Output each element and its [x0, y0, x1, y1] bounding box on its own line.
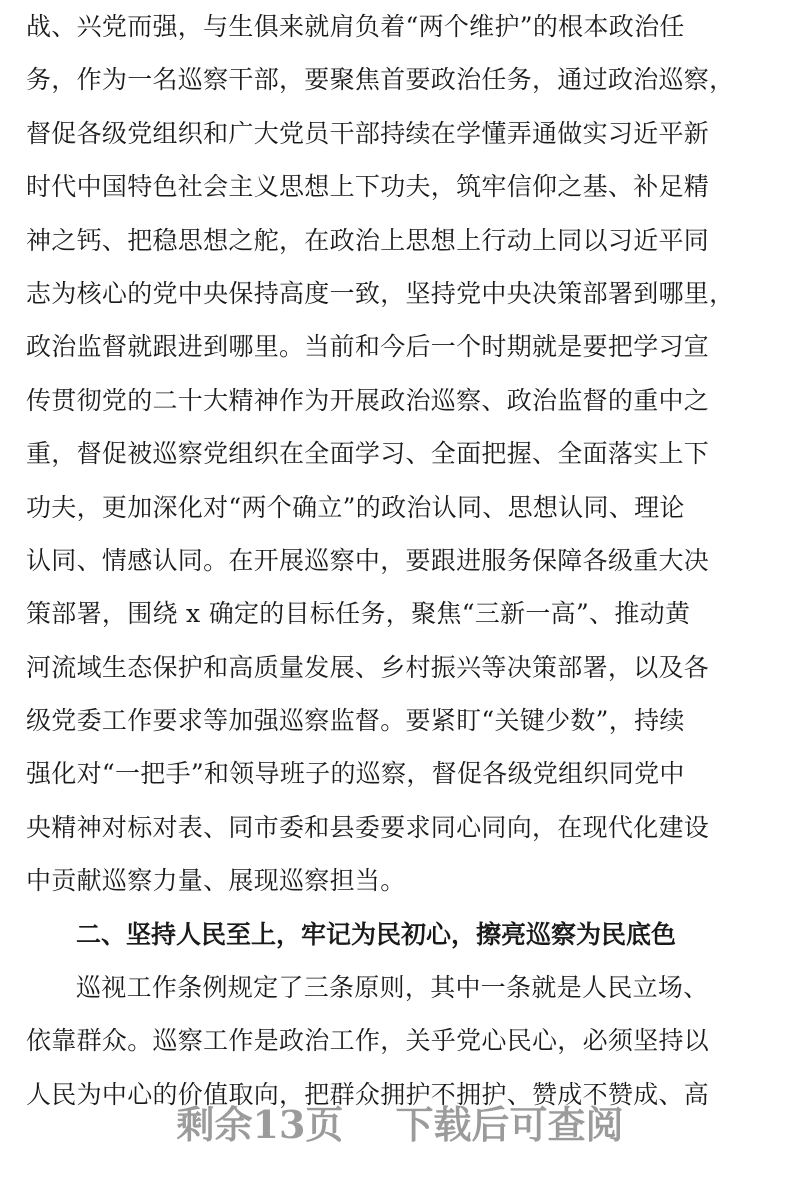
- body-line: 央精神对标对表、同市委和县委要求同心同向，在现代化建设: [26, 812, 710, 842]
- body-line: 策部署，围绕 x 确定的目标任务，聚焦“三新一高”、推动黄: [26, 599, 691, 629]
- section-heading: 二、坚持人民至上，牢记为民初心，擦亮巡察为民底色: [76, 919, 677, 949]
- body-line: 神之钙、把稳思想之舵，在政治上思想上行动上同以习近平同: [26, 225, 710, 255]
- document-body: [26, 0, 778, 1121]
- paragraph-line: 人民为中心的价值取向，把群众拥护不拥护、赞成不赞成、高: [26, 1079, 710, 1109]
- body-line: 传贯彻党的二十大精神作为开展政治巡察、政治监督的重中之: [26, 385, 710, 415]
- body-line: 政治监督就跟进到哪里。当前和今后一个时期就是要把学习宣: [26, 332, 710, 362]
- body-line: 强化对“一把手”和领导班子的巡察，督促各级党组织同党中: [26, 759, 685, 789]
- body-line: 重，督促被巡察党组织在全面学习、全面把握、全面落实上下: [26, 439, 710, 469]
- paragraph-line: 巡视工作条例规定了三条原则，其中一条就是人民立场、: [76, 973, 709, 1003]
- watermark: ​: [195, 527, 225, 548]
- body-line: 功夫，更加深化对“两个确立”的政治认同、思想认同、理论: [26, 492, 685, 522]
- body-line: 督促各级党组织和广大党员干部持续在学懂弄通做实习近平新: [26, 118, 710, 148]
- body-line: 河流域生态保护和高质量发展、乡村振兴等决策部署，以及各: [26, 652, 710, 682]
- body-line: 中贡献巡察力量、展现巡察担当。: [26, 866, 406, 896]
- body-line: 战、兴党而强，与生俱来就肩负着“两个维护”的根本政治任: [26, 12, 685, 41]
- body-line: 时代中国特色社会主义思想上下功夫，筑牢信仰之基、补足精: [26, 172, 710, 202]
- remaining-pages-text: 剩余13页: [176, 1102, 344, 1147]
- body-line: 务，作为一名巡察干部，要聚焦首要政治任务，通过政治巡察，: [26, 65, 735, 95]
- body-line: 级党委工作要求等加强巡察监督。要紧盯“关键少数”，持续: [26, 706, 685, 736]
- body-line: 志为核心的党中央保持高度一致，坚持党中央决策部署到哪里，: [26, 278, 735, 308]
- paragraph-line: 依靠群众。巡察工作是政治工作，关乎党心民心，必须坚持以: [26, 1026, 710, 1056]
- remaining-pages-banner: [0, 1090, 800, 1160]
- body-line: 认同、情感认同。在开展巡察中，要跟进服务保障各级重大决: [26, 545, 710, 575]
- download-hint-text: 下载后可查阅: [395, 1102, 624, 1147]
